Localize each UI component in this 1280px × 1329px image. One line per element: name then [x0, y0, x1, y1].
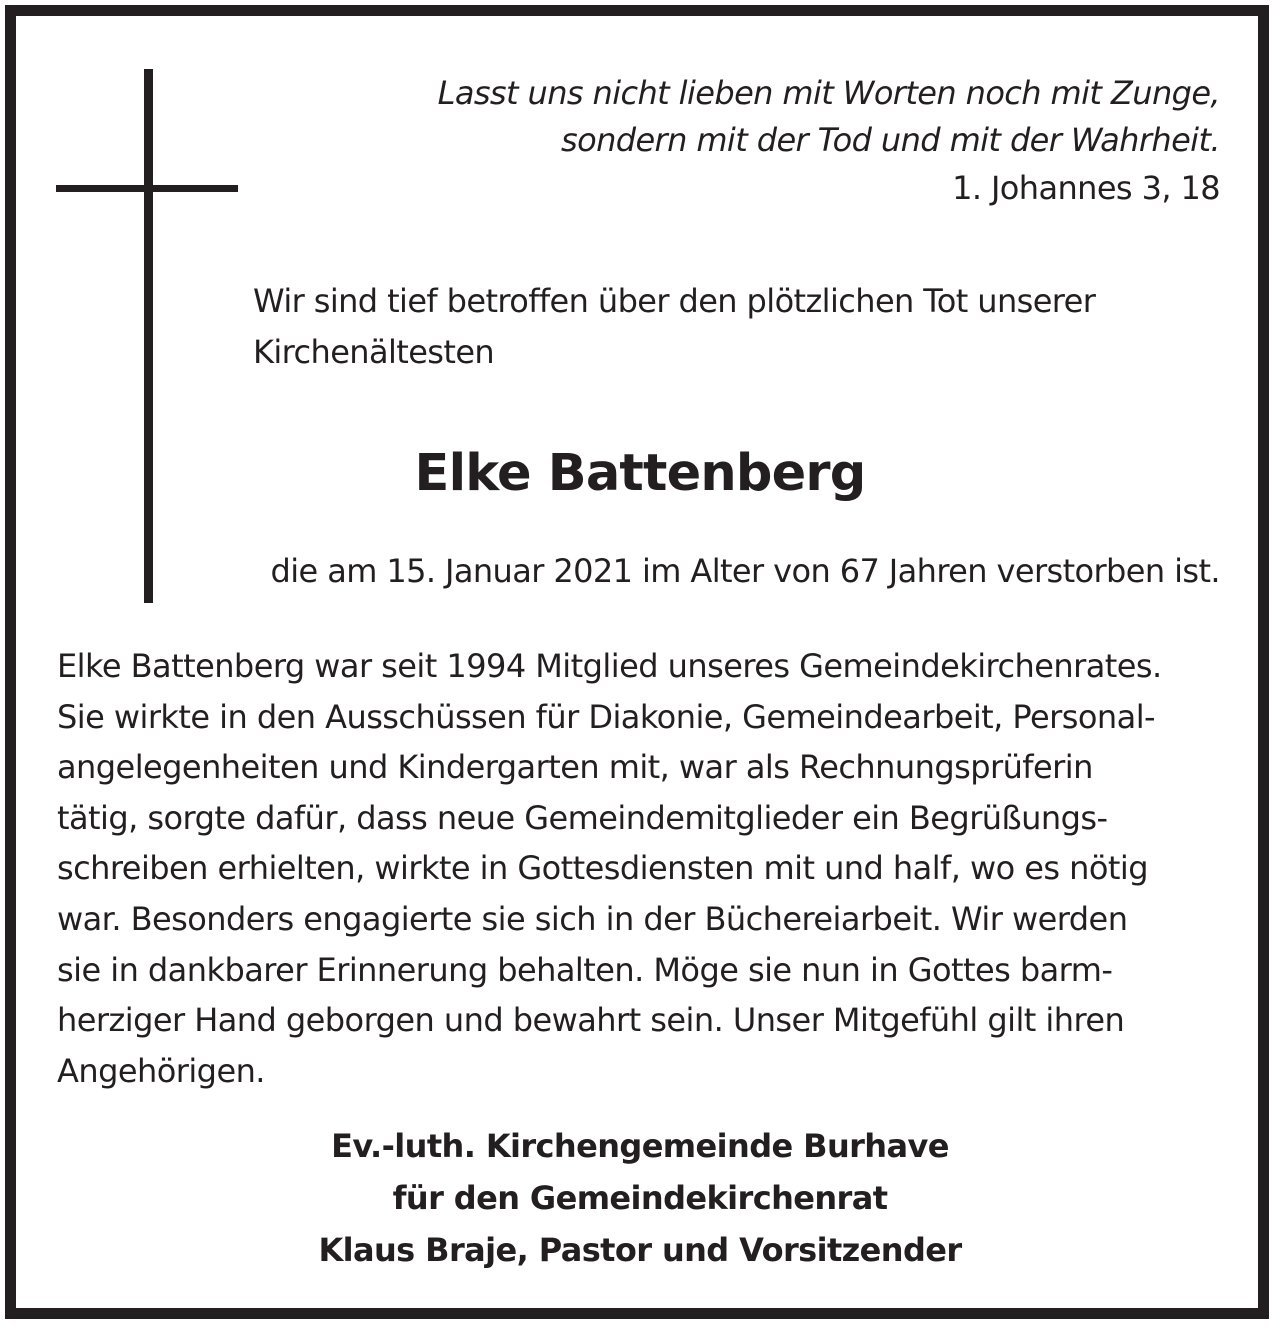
verse-reference: 1. Johannes 3, 18	[952, 169, 1220, 207]
body-line: war. Besonders engagierte sie sich in der Büchereiarbeit. Wir werden	[57, 899, 1128, 938]
signature-line: für den Gemeindekirchenrat	[392, 1179, 888, 1217]
death-notice: die am 15. Januar 2021 im Alter von 67 Jahren verstorben ist.	[270, 552, 1220, 590]
signature-block	[0, 1120, 1280, 1276]
intro-text	[253, 276, 1213, 378]
deceased-name: Elke Battenberg	[414, 444, 866, 503]
verse-line: sondern mit der Tod und mit der Wahrheit.	[561, 121, 1220, 159]
intro-line: Kirchenältesten	[253, 333, 495, 371]
obituary-body	[57, 641, 1227, 1096]
body-line: herziger Hand geborgen und bewahrt sein. Unser Mitgefühl gilt ihren	[57, 1001, 1125, 1040]
deceased-name-block	[0, 442, 1280, 506]
body-line: sie in dankbarer Erinnerung behalten. Möge sie nun in Gottes barm-	[57, 950, 1113, 989]
cross-icon	[144, 69, 153, 603]
body-line: angelegenheiten und Kindergarten mit, war als Rechnungsprüferin	[57, 748, 1093, 787]
body-line: Sie wirkte in den Ausschüssen für Diakonie, Gemeindearbeit, Personal-	[57, 697, 1156, 736]
body-line: schreiben erhielten, wirkte in Gottesdiensten mit und half, wo es nötig	[57, 849, 1149, 888]
body-line: Angehörigen.	[57, 1051, 265, 1090]
body-line: Elke Battenberg war seit 1994 Mitglied unseres Gemeindekirchenrates.	[57, 647, 1162, 685]
verse-line: Lasst uns nicht lieben mit Worten noch mit Zunge,	[437, 74, 1220, 112]
signature-line: Klaus Braje, Pastor und Vorsitzender	[318, 1231, 962, 1269]
body-line: tätig, sorgte dafür, dass neue Gemeindemitglieder ein Begrüßungs-	[57, 798, 1108, 837]
signature-line: Ev.-luth. Kirchengemeinde Burhave	[331, 1127, 949, 1165]
intro-line: Wir sind tief betroffen über den plötzlichen Tot unserer	[253, 282, 1096, 320]
bible-verse	[320, 70, 1220, 212]
cross-icon-crossbar	[56, 185, 238, 192]
